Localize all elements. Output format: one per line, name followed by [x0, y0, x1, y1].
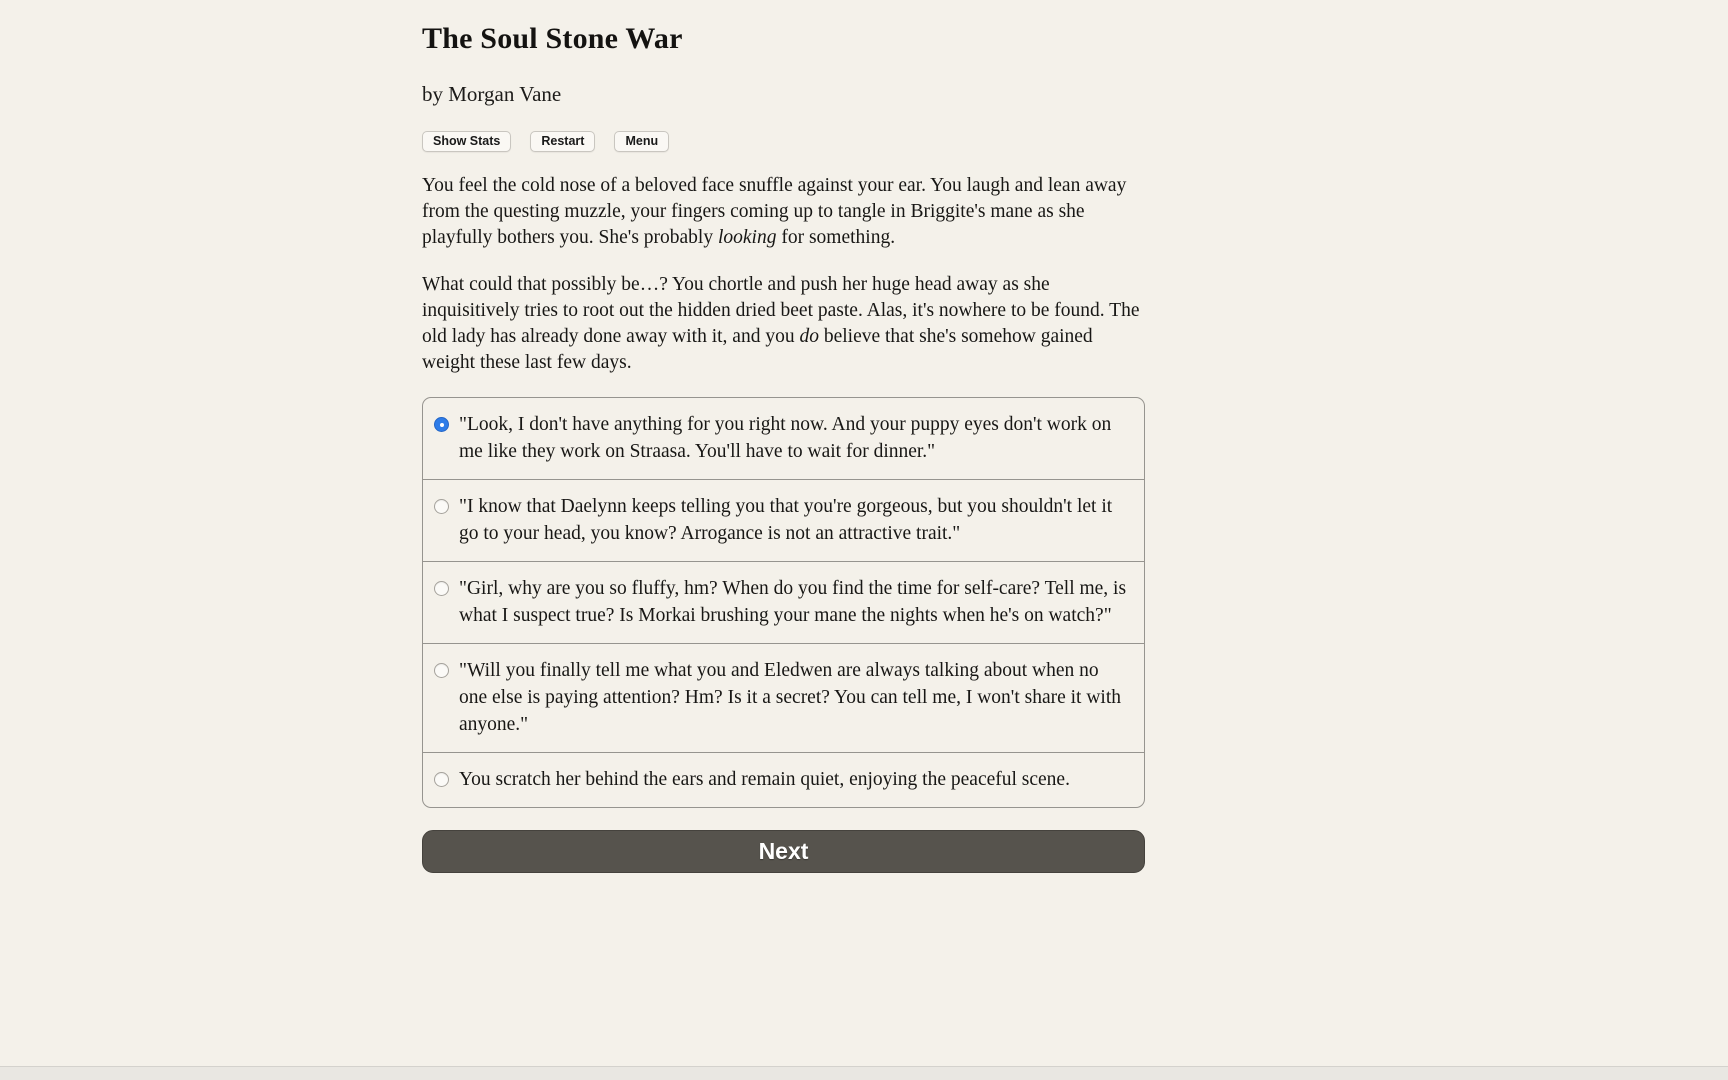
choice-option-1[interactable] — [423, 398, 1144, 479]
next-button[interactable]: Next — [422, 830, 1145, 873]
restart-button[interactable]: Restart — [530, 131, 595, 152]
choice-option-5[interactable] — [423, 752, 1144, 807]
menu-button[interactable]: Menu — [614, 131, 669, 152]
radio-button[interactable] — [434, 417, 449, 432]
choice-option-label: You scratch her behind the ears and remain quiet, enjoying the peaceful scene. — [459, 769, 1070, 790]
author-byline: by Morgan Vane — [422, 82, 562, 106]
choice-option-2[interactable] — [423, 479, 1144, 561]
story-paragraph: You feel the cold nose of a beloved face snuffle against your ear. You laugh and lean away from the questing muzzle, your fingers coming up to tangle in Briggite's mane as she playfully bothers you. She's probably looking for something. — [422, 175, 1127, 248]
game-content-column — [422, 0, 1145, 873]
radio-button[interactable] — [434, 772, 449, 787]
radio-button[interactable] — [434, 581, 449, 596]
story-paragraph: What could that possibly be…? You chortle and push her huge head away as she inquisitively tries to root out the hidden dried beet paste. Alas, it's nowhere to be found. The old lady has already done away with it, and you do believe that she's somehow gained weight these last few days. — [422, 274, 1140, 373]
toolbar — [422, 131, 1145, 152]
choice-option-label: "Will you finally tell me what you and Eledwen are always talking about when no one else is paying attention? Hm? Is it a secret? You can tell me, I won't share it with anyone." — [459, 660, 1122, 735]
page-title: The Soul Stone War — [422, 22, 683, 55]
story-text — [422, 173, 1145, 376]
radio-button[interactable] — [434, 499, 449, 514]
choice-option-label: "I know that Daelynn keeps telling you that you're gorgeous, but you shouldn't let it go to your head, you know? Arrogance is not an attractive trait." — [459, 496, 1113, 544]
choice-option-3[interactable] — [423, 561, 1144, 643]
radio-button[interactable] — [434, 663, 449, 678]
show-stats-button[interactable]: Show Stats — [422, 131, 511, 152]
window-bottom-edge — [0, 1066, 1728, 1080]
choice-list — [422, 397, 1145, 808]
choice-option-4[interactable] — [423, 643, 1144, 752]
choice-option-label: "Girl, why are you so fluffy, hm? When do you find the time for self-care? Tell me, is what I suspect true? Is Morkai brushing your mane the nights when he's on watch?" — [459, 578, 1127, 626]
choice-option-label: "Look, I don't have anything for you right now. And your puppy eyes don't work on me like they work on Straasa. You'll have to wait for dinner." — [459, 414, 1112, 462]
